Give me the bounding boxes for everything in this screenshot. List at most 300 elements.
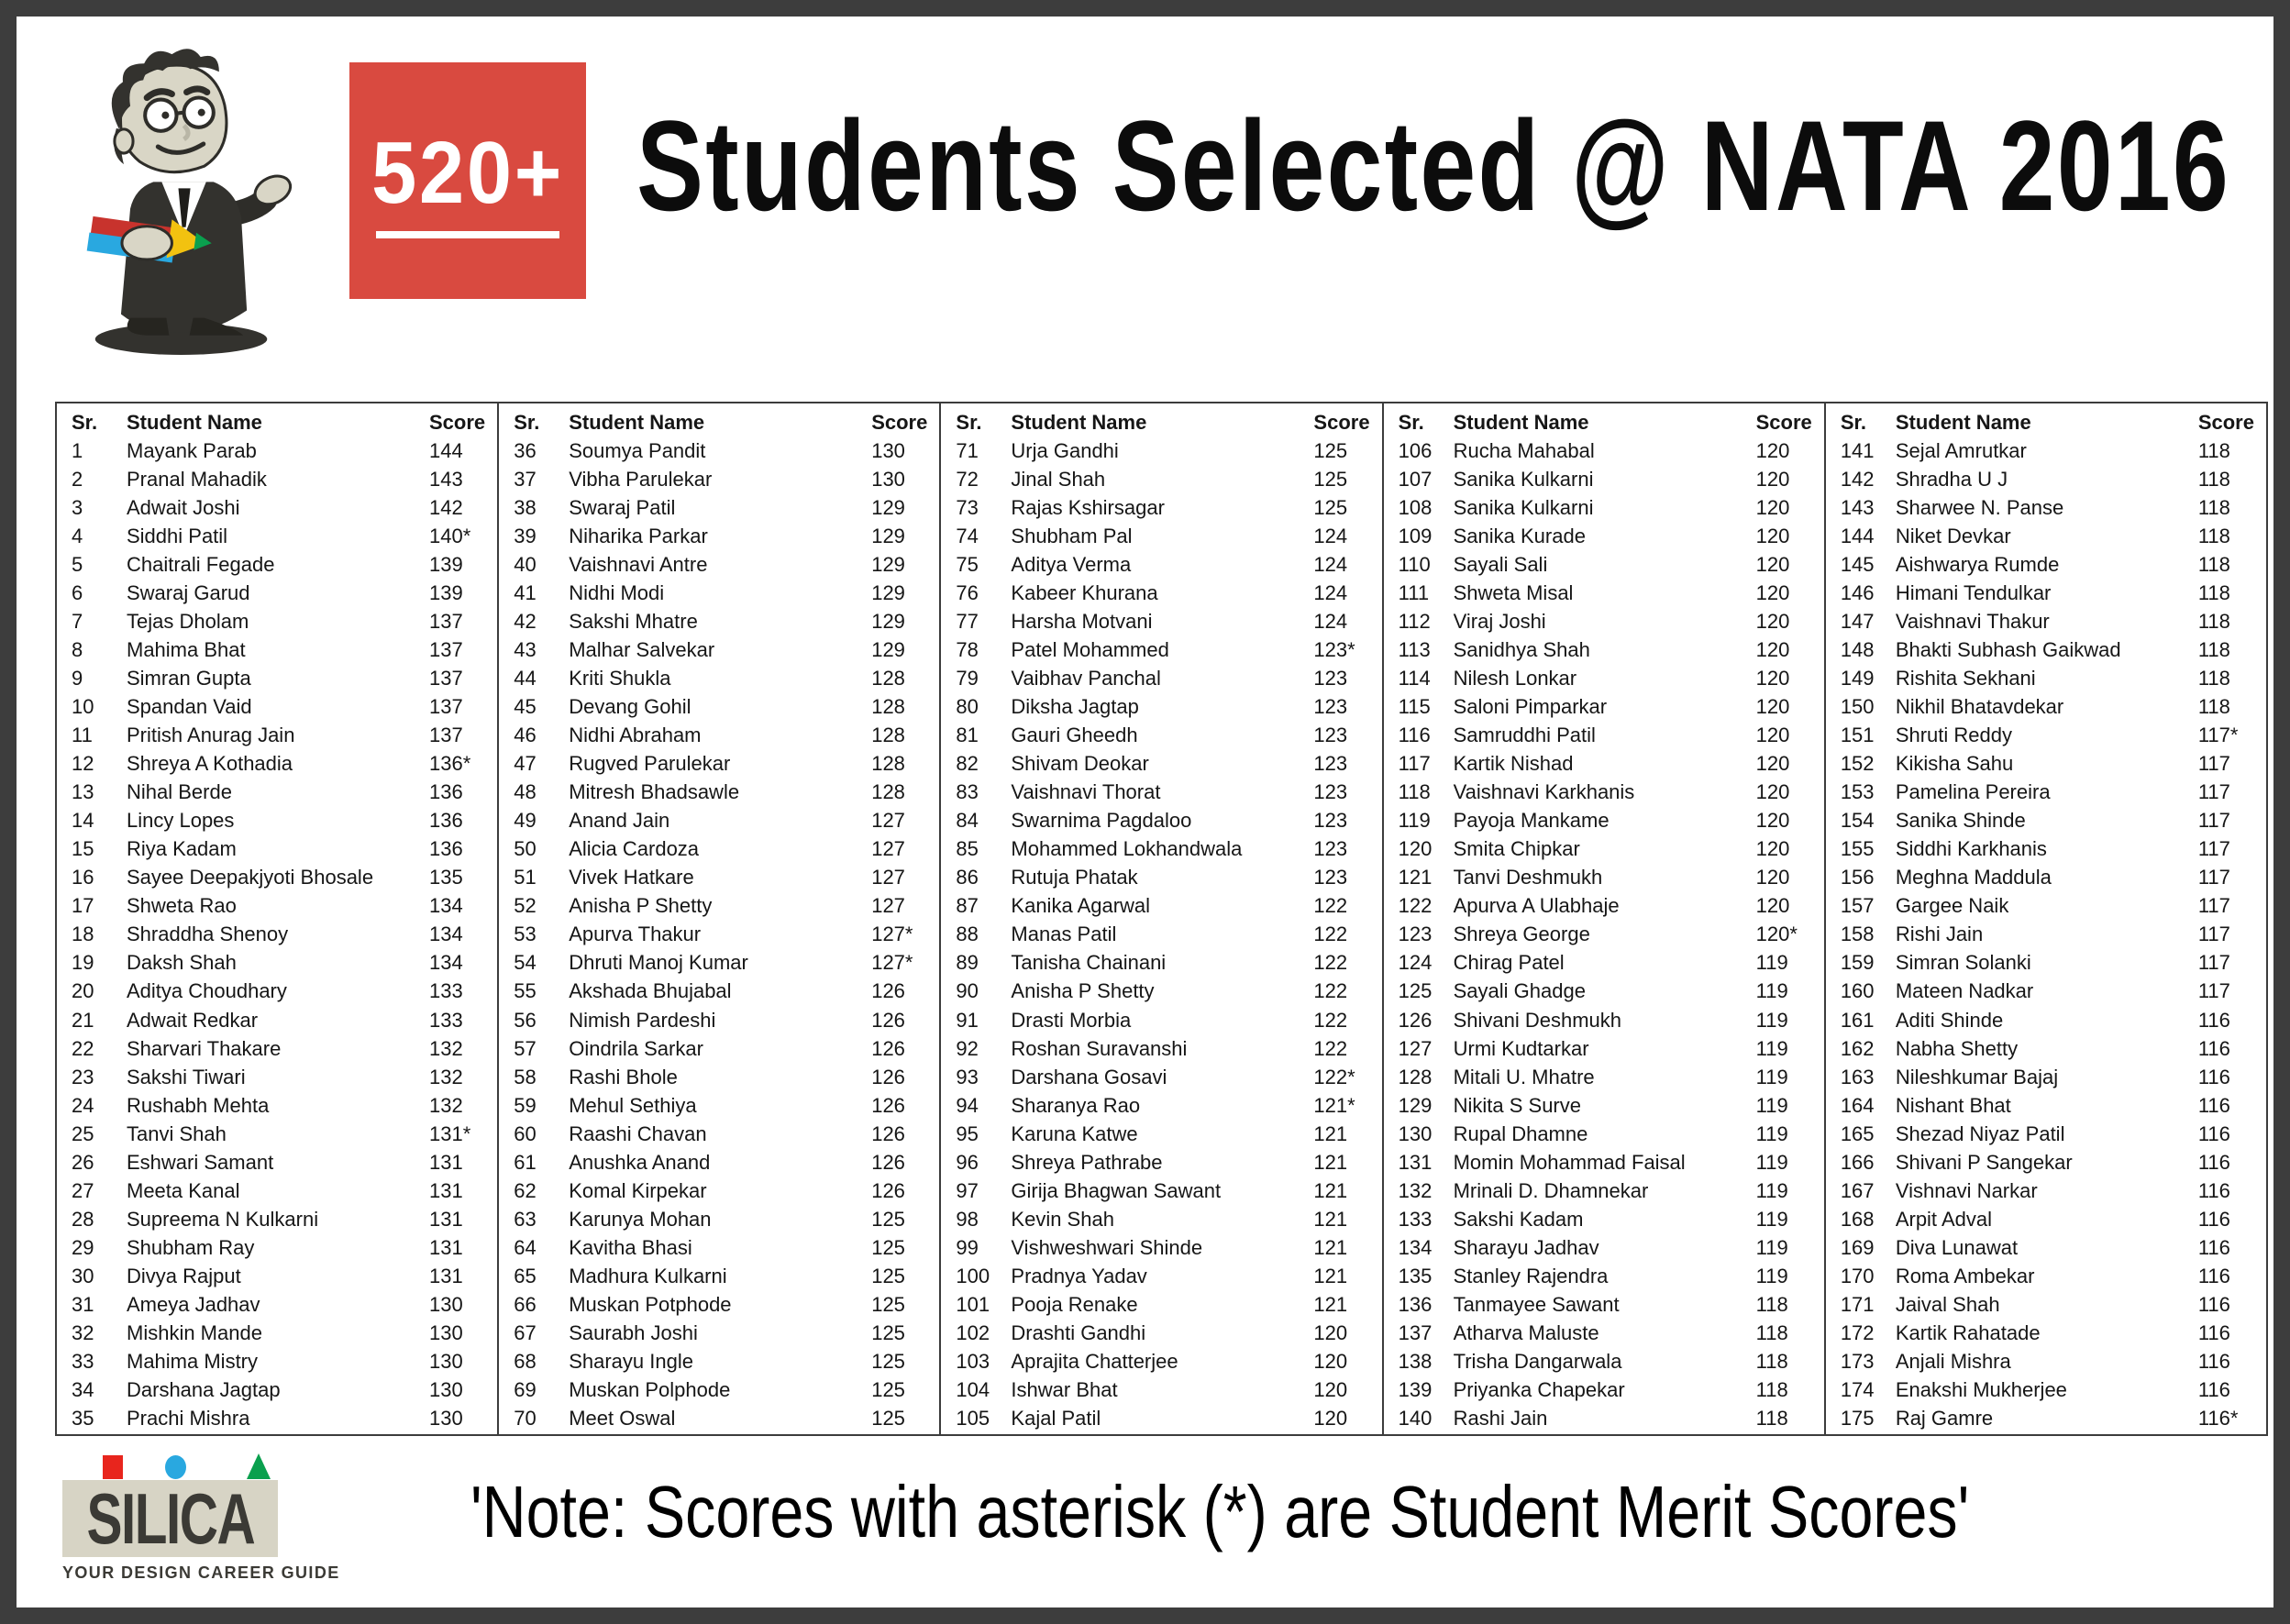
row-sr: 19 xyxy=(72,951,94,975)
table-row xyxy=(514,892,939,921)
row-score: 123 xyxy=(1313,809,1348,833)
row-student-name: Siddhi Karkhanis xyxy=(1895,837,2047,861)
row-score: 118 xyxy=(2197,637,2230,661)
table-row xyxy=(72,1262,497,1290)
row-student-name: Anand Jain xyxy=(569,809,670,833)
row-student-name: Komal Kirpekar xyxy=(569,1178,707,1202)
table-row xyxy=(1841,635,2266,664)
row-sr: 81 xyxy=(956,724,979,747)
page-title-text: Students Selected @ NATA 2016 xyxy=(636,93,2230,238)
row-student-name: Daksh Shah xyxy=(127,951,237,975)
row-sr: 108 xyxy=(1398,495,1433,519)
table-row xyxy=(72,436,497,465)
row-score: 137 xyxy=(429,724,463,747)
row-sr: 147 xyxy=(1840,609,1875,633)
row-sr: 61 xyxy=(514,1150,537,1174)
row-student-name: Raashi Chavan xyxy=(569,1121,707,1145)
table-row xyxy=(1841,692,2266,721)
row-score: 123 xyxy=(1313,866,1348,889)
row-student-name: Rashi Jain xyxy=(1453,1407,1548,1431)
row-student-name: Vishnavi Narkar xyxy=(1895,1178,2038,1202)
table-row xyxy=(72,550,497,579)
table-column xyxy=(1824,403,2266,1434)
table-row xyxy=(1841,1233,2266,1262)
row-score: 125 xyxy=(871,1321,905,1345)
table-row xyxy=(514,750,939,779)
row-score: 142 xyxy=(429,495,463,519)
row-sr: 86 xyxy=(956,866,979,889)
table-row xyxy=(1399,921,1824,949)
table-row xyxy=(72,807,497,835)
row-score: 131 xyxy=(429,1150,463,1174)
row-score: 120 xyxy=(1755,552,1790,576)
row-student-name: Smita Chipkar xyxy=(1453,837,1580,861)
row-sr: 103 xyxy=(956,1350,990,1374)
row-sr: 82 xyxy=(956,752,979,776)
row-score: 123 xyxy=(1313,724,1348,747)
table-row xyxy=(514,1262,939,1290)
table-row xyxy=(1841,607,2266,635)
row-score: 118 xyxy=(2197,666,2230,690)
row-student-name: Nileshkumar Bajaj xyxy=(1895,1065,2059,1088)
row-student-name: Vaishnavi Antre xyxy=(569,552,708,576)
header-student-name: Student Name xyxy=(127,410,262,434)
logo-mark-green-icon xyxy=(247,1453,271,1479)
row-sr: 78 xyxy=(956,637,979,661)
table-row xyxy=(514,1233,939,1262)
table-row xyxy=(1399,1290,1824,1319)
row-score: 119 xyxy=(1755,979,1788,1003)
table-row xyxy=(956,1148,1381,1177)
row-score: 129 xyxy=(871,495,905,519)
row-sr: 110 xyxy=(1398,552,1431,576)
row-score: 122 xyxy=(1313,979,1348,1003)
row-sr: 126 xyxy=(1398,1008,1433,1032)
row-student-name: Meghna Maddula xyxy=(1895,866,2052,889)
row-score: 116 xyxy=(2197,1207,2230,1231)
row-sr: 66 xyxy=(514,1292,537,1316)
row-sr: 109 xyxy=(1398,524,1433,547)
row-score: 118 xyxy=(2197,609,2230,633)
row-student-name: Shreya George xyxy=(1453,922,1590,946)
table-row xyxy=(956,1205,1381,1233)
row-score: 116 xyxy=(2197,1292,2230,1316)
table-row xyxy=(1841,1376,2266,1405)
row-student-name: Shreya Pathrabe xyxy=(1011,1150,1163,1174)
header-student-name: Student Name xyxy=(1011,410,1147,434)
row-student-name: Trisha Dangarwala xyxy=(1453,1350,1622,1374)
row-sr: 18 xyxy=(72,922,94,946)
row-score: 136 xyxy=(429,780,463,804)
table-row xyxy=(1841,550,2266,579)
row-sr: 28 xyxy=(72,1207,94,1231)
row-score: 118 xyxy=(2197,694,2230,718)
row-score: 117 xyxy=(2197,922,2230,946)
table-row xyxy=(1841,1148,2266,1177)
row-sr: 40 xyxy=(514,552,537,576)
table-row xyxy=(956,1405,1381,1433)
table-row xyxy=(956,436,1381,465)
table-row xyxy=(1399,1034,1824,1063)
row-score: 118 xyxy=(1755,1407,1788,1431)
row-student-name: Devang Gohil xyxy=(569,694,691,718)
row-score: 130 xyxy=(429,1292,463,1316)
row-student-name: Vivek Hatkare xyxy=(569,866,694,889)
row-sr: 80 xyxy=(956,694,979,718)
row-student-name: Chirag Patel xyxy=(1453,951,1565,975)
row-sr: 35 xyxy=(72,1407,94,1431)
row-score: 119 xyxy=(1755,1065,1788,1088)
row-student-name: Rishi Jain xyxy=(1895,922,1984,946)
row-sr: 47 xyxy=(514,752,537,776)
logo-mark-red-icon xyxy=(103,1455,123,1479)
row-sr: 141 xyxy=(1840,438,1875,462)
row-sr: 41 xyxy=(514,580,537,604)
row-score: 116 xyxy=(2197,1008,2230,1032)
header-sr: Sr. xyxy=(1398,410,1424,434)
row-sr: 121 xyxy=(1398,866,1433,889)
table-row xyxy=(72,522,497,550)
row-student-name: Pritish Anurag Jain xyxy=(127,724,295,747)
row-student-name: Sharwee N. Panse xyxy=(1895,495,2064,519)
row-sr: 112 xyxy=(1398,609,1431,633)
row-sr: 23 xyxy=(72,1065,94,1088)
table-row xyxy=(956,722,1381,750)
row-score: 136 xyxy=(429,837,463,861)
table-row xyxy=(514,1290,939,1319)
table-row xyxy=(956,550,1381,579)
table-row xyxy=(514,1091,939,1120)
table-row xyxy=(72,607,497,635)
row-score: 125 xyxy=(871,1207,905,1231)
row-sr: 91 xyxy=(956,1008,979,1032)
row-student-name: Sayali Sali xyxy=(1453,552,1548,576)
row-sr: 83 xyxy=(956,780,979,804)
header-sr: Sr. xyxy=(1840,410,1866,434)
row-sr: 3 xyxy=(72,495,83,519)
row-score: 118 xyxy=(1755,1321,1788,1345)
row-score: 133 xyxy=(429,979,463,1003)
row-student-name: Rutuja Phatak xyxy=(1011,866,1138,889)
row-score: 120 xyxy=(1313,1407,1348,1431)
silica-logo xyxy=(62,1453,340,1583)
row-score: 119 xyxy=(1755,1207,1788,1231)
table-row xyxy=(72,664,497,692)
row-score: 128 xyxy=(871,694,905,718)
row-student-name: Saloni Pimparkar xyxy=(1453,694,1608,718)
row-sr: 111 xyxy=(1398,580,1430,604)
row-student-name: Adwait Redkar xyxy=(127,1008,259,1032)
row-sr: 22 xyxy=(72,1036,94,1060)
row-score: 143 xyxy=(429,467,463,491)
table-row xyxy=(1399,1006,1824,1034)
row-student-name: Shezad Niyaz Patil xyxy=(1895,1121,2065,1145)
row-score: 119 xyxy=(1755,1008,1788,1032)
row-sr: 135 xyxy=(1398,1264,1433,1287)
row-sr: 32 xyxy=(72,1321,94,1345)
row-sr: 72 xyxy=(956,467,979,491)
row-sr: 115 xyxy=(1398,694,1431,718)
row-student-name: Mehul Sethiya xyxy=(569,1093,697,1117)
table-row xyxy=(1841,493,2266,522)
row-sr: 10 xyxy=(72,694,94,718)
row-student-name: Kavitha Bhasi xyxy=(569,1235,692,1259)
row-score: 120 xyxy=(1755,752,1790,776)
table-row xyxy=(72,579,497,607)
row-sr: 99 xyxy=(956,1235,979,1259)
row-score: 134 xyxy=(429,894,463,918)
row-sr: 169 xyxy=(1840,1235,1875,1259)
table-column xyxy=(57,403,497,1434)
row-sr: 114 xyxy=(1398,666,1431,690)
row-student-name: Mahima Mistry xyxy=(127,1350,259,1374)
row-score: 122 xyxy=(1313,894,1348,918)
row-score: 117 xyxy=(2197,894,2230,918)
table-row xyxy=(72,1320,497,1348)
table-row xyxy=(956,1262,1381,1290)
table-row xyxy=(514,1148,939,1177)
row-score: 117 xyxy=(2197,951,2230,975)
table-row xyxy=(1399,1348,1824,1376)
header-score: Score xyxy=(1313,410,1370,434)
row-sr: 134 xyxy=(1398,1235,1433,1259)
table-row xyxy=(1841,1405,2266,1433)
row-sr: 48 xyxy=(514,780,537,804)
row-score: 131 xyxy=(429,1178,463,1202)
row-sr: 11 xyxy=(72,724,93,747)
row-sr: 137 xyxy=(1398,1321,1433,1345)
row-score: 118 xyxy=(1755,1292,1788,1316)
table-row xyxy=(514,949,939,978)
table-row xyxy=(514,692,939,721)
logo-box xyxy=(62,1480,278,1557)
row-sr: 62 xyxy=(514,1178,537,1202)
row-sr: 71 xyxy=(956,438,979,462)
table-row xyxy=(514,1120,939,1148)
table-row xyxy=(72,1034,497,1063)
row-student-name: Niharika Parkar xyxy=(569,524,708,547)
row-sr: 164 xyxy=(1840,1093,1875,1117)
table-row xyxy=(1399,692,1824,721)
table-row xyxy=(1399,635,1824,664)
row-score: 120 xyxy=(1755,866,1790,889)
table-row xyxy=(1841,1034,2266,1063)
row-sr: 129 xyxy=(1398,1093,1433,1117)
row-score: 121 xyxy=(1313,1178,1348,1202)
table-row xyxy=(956,864,1381,892)
row-student-name: Shubham Ray xyxy=(127,1235,255,1259)
row-student-name: Soumya Pandit xyxy=(569,438,706,462)
row-score: 131 xyxy=(429,1207,463,1231)
row-student-name: Darshana Jagtap xyxy=(127,1378,281,1402)
table-row xyxy=(956,493,1381,522)
row-sr: 57 xyxy=(514,1036,537,1060)
row-score: 124 xyxy=(1313,524,1348,547)
row-score: 121 xyxy=(1313,1264,1348,1287)
row-score: 135 xyxy=(429,866,463,889)
table-row xyxy=(1841,921,2266,949)
row-student-name: Kikisha Sahu xyxy=(1895,752,2014,776)
row-sr: 38 xyxy=(514,495,537,519)
row-score: 122 xyxy=(1313,1036,1348,1060)
table-row xyxy=(514,921,939,949)
row-score: 130 xyxy=(429,1321,463,1345)
row-sr: 148 xyxy=(1840,637,1875,661)
table-row xyxy=(1841,1091,2266,1120)
row-sr: 24 xyxy=(72,1093,94,1117)
row-score: 118 xyxy=(2197,552,2230,576)
row-student-name: Nidhi Abraham xyxy=(569,724,702,747)
row-student-name: Simran Solanki xyxy=(1895,951,2031,975)
row-student-name: Anisha P Shetty xyxy=(1011,979,1155,1003)
table-row xyxy=(72,692,497,721)
row-sr: 157 xyxy=(1840,894,1875,918)
header-score: Score xyxy=(1755,410,1812,434)
row-student-name: Atharva Maluste xyxy=(1453,1321,1599,1345)
row-sr: 60 xyxy=(514,1121,537,1145)
row-sr: 50 xyxy=(514,837,537,861)
row-sr: 144 xyxy=(1840,524,1875,547)
row-student-name: Girija Bhagwan Sawant xyxy=(1011,1178,1222,1202)
row-sr: 118 xyxy=(1398,780,1431,804)
header-student-name: Student Name xyxy=(569,410,705,434)
table-row xyxy=(1399,607,1824,635)
row-score: 136* xyxy=(429,752,471,776)
header-sr: Sr. xyxy=(514,410,540,434)
table-row xyxy=(514,978,939,1006)
row-student-name: Jaival Shah xyxy=(1895,1292,2000,1316)
table-row xyxy=(1841,1290,2266,1319)
row-sr: 30 xyxy=(72,1264,94,1287)
row-score: 120 xyxy=(1755,694,1790,718)
table-row xyxy=(514,1177,939,1205)
row-sr: 6 xyxy=(72,580,83,604)
row-score: 126 xyxy=(871,1036,905,1060)
table-row xyxy=(514,835,939,864)
row-score: 120 xyxy=(1313,1350,1348,1374)
row-sr: 162 xyxy=(1840,1036,1875,1060)
table-row xyxy=(514,579,939,607)
row-sr: 46 xyxy=(514,724,537,747)
row-score: 120 xyxy=(1755,894,1790,918)
row-sr: 173 xyxy=(1840,1350,1875,1374)
row-sr: 45 xyxy=(514,694,537,718)
mascot-illustration xyxy=(64,40,293,359)
row-sr: 55 xyxy=(514,979,537,1003)
row-student-name: Riya Kadam xyxy=(127,837,237,861)
table-row xyxy=(72,779,497,807)
row-sr: 68 xyxy=(514,1350,537,1374)
row-sr: 9 xyxy=(72,666,83,690)
row-student-name: Sanidhya Shah xyxy=(1453,637,1590,661)
students-table xyxy=(55,402,2268,1436)
row-student-name: Swarnima Pagdaloo xyxy=(1011,809,1192,833)
row-sr: 39 xyxy=(514,524,537,547)
row-score: 123 xyxy=(1313,666,1348,690)
table-row xyxy=(1841,1006,2266,1034)
table-header-row xyxy=(1841,408,2266,436)
table-row xyxy=(1399,436,1824,465)
row-student-name: Nihal Berde xyxy=(127,780,232,804)
row-student-name: Shradha U J xyxy=(1895,467,2008,491)
row-student-name: Tanmayee Sawant xyxy=(1453,1292,1620,1316)
row-student-name: Spandan Vaid xyxy=(127,694,252,718)
row-student-name: Shivam Deokar xyxy=(1011,752,1149,776)
row-student-name: Harsha Motvani xyxy=(1011,609,1153,633)
row-score: 119 xyxy=(1755,1235,1788,1259)
row-student-name: Kajal Patil xyxy=(1011,1407,1101,1431)
row-sr: 163 xyxy=(1840,1065,1875,1088)
row-sr: 167 xyxy=(1840,1178,1875,1202)
row-score: 129 xyxy=(871,524,905,547)
row-score: 131 xyxy=(429,1264,463,1287)
row-sr: 166 xyxy=(1840,1150,1875,1174)
row-student-name: Karuna Katwe xyxy=(1011,1121,1138,1145)
row-sr: 56 xyxy=(514,1008,537,1032)
row-score: 134 xyxy=(429,922,463,946)
row-score: 118 xyxy=(2197,495,2230,519)
row-sr: 59 xyxy=(514,1093,537,1117)
row-student-name: Sakshi Mhatre xyxy=(569,609,698,633)
row-student-name: Sanika Shinde xyxy=(1895,809,2026,833)
row-student-name: Urmi Kudtarkar xyxy=(1453,1036,1589,1060)
row-sr: 161 xyxy=(1840,1008,1875,1032)
row-sr: 58 xyxy=(514,1065,537,1088)
row-student-name: Roma Ambekar xyxy=(1895,1264,2035,1287)
row-student-name: Anushka Anand xyxy=(569,1150,711,1174)
logo-mark-blue-icon xyxy=(165,1455,186,1479)
row-sr: 113 xyxy=(1398,637,1431,661)
row-sr: 16 xyxy=(72,866,94,889)
row-score: 126 xyxy=(871,1150,905,1174)
row-student-name: Mishkin Mande xyxy=(127,1321,262,1345)
row-student-name: Nilesh Lonkar xyxy=(1453,666,1577,690)
row-sr: 102 xyxy=(956,1321,990,1345)
row-sr: 87 xyxy=(956,894,979,918)
table-row xyxy=(1841,1063,2266,1091)
row-score: 117 xyxy=(2197,979,2230,1003)
row-student-name: Oindrila Sarkar xyxy=(569,1036,703,1060)
row-score: 127 xyxy=(871,894,905,918)
table-row xyxy=(514,807,939,835)
row-sr: 76 xyxy=(956,580,979,604)
row-score: 126 xyxy=(871,1065,905,1088)
row-sr: 33 xyxy=(72,1350,94,1374)
row-sr: 133 xyxy=(1398,1207,1433,1231)
table-row xyxy=(956,750,1381,779)
row-sr: 165 xyxy=(1840,1121,1875,1145)
row-score: 137 xyxy=(429,609,463,633)
row-sr: 93 xyxy=(956,1065,979,1088)
row-score: 120 xyxy=(1755,467,1790,491)
merit-note-text: 'Note: Scores with asterisk (*) are Student Merit Scores' xyxy=(470,1471,1970,1552)
row-sr: 67 xyxy=(514,1321,537,1345)
row-student-name: Tejas Dholam xyxy=(127,609,249,633)
row-sr: 131 xyxy=(1398,1150,1433,1174)
table-row xyxy=(956,1091,1381,1120)
row-score: 116 xyxy=(2197,1065,2230,1088)
row-student-name: Simran Gupta xyxy=(127,666,251,690)
merit-note xyxy=(470,1461,2273,1563)
row-student-name: Ameya Jadhav xyxy=(127,1292,260,1316)
table-row xyxy=(1399,1120,1824,1148)
row-student-name: Tanvi Shah xyxy=(127,1121,227,1145)
row-student-name: Kriti Shukla xyxy=(569,666,671,690)
row-score: 120* xyxy=(1755,922,1798,946)
row-student-name: Shreya A Kothadia xyxy=(127,752,293,776)
table-row xyxy=(1841,664,2266,692)
row-score: 125 xyxy=(871,1235,905,1259)
